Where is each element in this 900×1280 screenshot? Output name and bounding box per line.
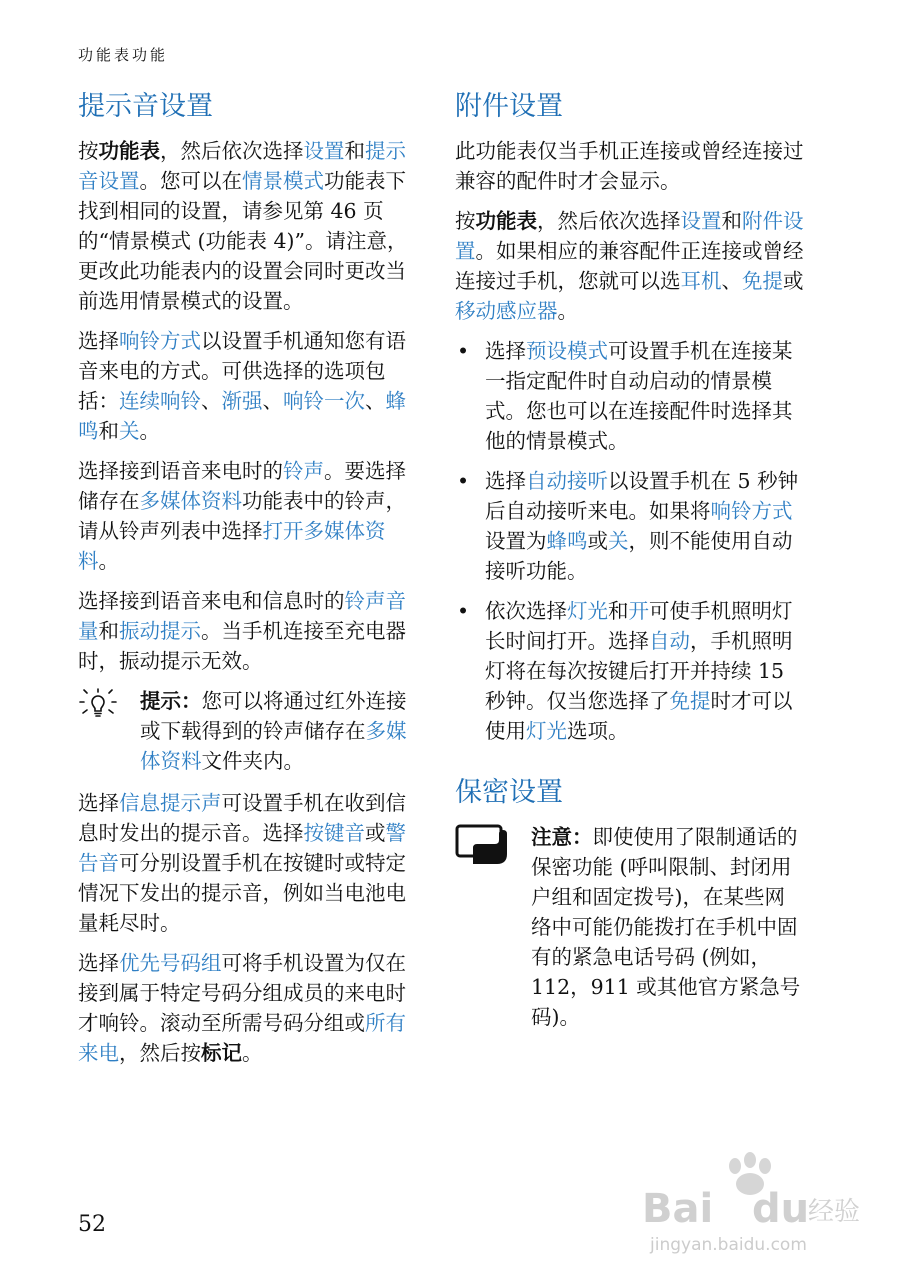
term-ringing-tone: 铃声: [283, 459, 324, 483]
term-ascending: 渐强: [221, 389, 263, 413]
left-column: [78, 88, 418, 1078]
watermark-brand-left: Bai: [642, 1186, 714, 1232]
menu-key-label: 功能表: [98, 139, 160, 163]
watermark-url: jingyan.baidu.com: [650, 1235, 807, 1255]
paragraph-ringtone-intro: 按功能表，然后依次选择设置和提示音设置。您可以在情景模式功能表下找到相同的设置，请参见第 46 页的“情景模式 (功能表 4)”。请注意，更改此功能表内的设置会同时更改当前选用情景模式的设置。: [78, 139, 408, 313]
term-alert-for: 优先号码组: [119, 951, 222, 975]
running-header: 功能表功能: [78, 46, 169, 64]
term-ring-once: 响铃一次: [283, 389, 365, 413]
note-label: 注意：: [531, 825, 593, 849]
term-continuous: 连续响铃: [119, 389, 201, 413]
paragraph-alert-for: 选择优先号码组可将手机设置为仅在接到属于特定号码分组成员的来电时才响铃。滚动至所需号码分组或所有来电，然后按标记。: [78, 951, 406, 1065]
term-profiles: 情景模式: [242, 169, 324, 193]
note-block: 注意：即使使用了限制通话的保密功能 (呼叫限制、封闭用户组和固定拨号)，在某些网络中可能仍能拨打在手机中固有的紧急电话号码 (例如，112，911 或其他官方紧急号码)。: [455, 822, 805, 1032]
term-gallery-tip: 多媒体资料: [140, 719, 407, 773]
paragraph-enhancement-intro: 此功能表仅当手机正连接或曾经连接过兼容的配件时才会显示。: [455, 139, 804, 193]
term-gallery: 多媒体资料: [139, 489, 242, 513]
menu-key-label-right: 功能表: [475, 209, 537, 233]
term-ringing-volume: 铃声音量: [78, 589, 406, 643]
term-ringing-type: 响铃方式: [119, 329, 201, 353]
right-column: [455, 88, 805, 1032]
term-beep: 蜂鸣: [78, 389, 406, 443]
section-heading-enhancement-settings: 附件设置: [455, 91, 563, 122]
term-beep-right: 蜂鸣: [546, 529, 588, 553]
section-heading-ringtone-settings: 提示音设置: [78, 91, 213, 122]
term-all-calls: 所有来电: [78, 1011, 406, 1065]
list-item: • 选择自动接听以设置手机在 5 秒钟后自动接听来电。如果将响铃方式设置为蜂鸣或关，则不能使用自动接听功能。: [455, 466, 805, 586]
mark-key-label: 标记: [201, 1041, 242, 1065]
term-automatic: 自动: [649, 629, 690, 653]
term-message-alert-tone: 信息提示声: [119, 791, 222, 815]
baidu-watermark: [640, 1150, 870, 1260]
term-ringing-type-right: 响铃方式: [710, 499, 793, 523]
hand-pointing-icon: [455, 824, 511, 866]
watermark-brand-right: du: [752, 1186, 810, 1232]
term-off: 关: [119, 419, 140, 443]
section-heading-security-settings: 保密设置: [455, 777, 563, 808]
enhancement-options-list: [455, 336, 805, 746]
page-number: 52: [78, 1212, 106, 1237]
paragraph-enhancement-select: 按功能表，然后依次选择设置和附件设置。如果相应的兼容配件正连接或曾经连接过手机，您就可以选耳机、免提或移动感应器。: [455, 209, 804, 323]
paragraph-ringing-type: 选择响铃方式以设置手机通知您有语音来电的方式。可供选择的选项包括：连续响铃、渐强、响铃一次、蜂鸣和关。: [78, 329, 406, 443]
term-lights-option: 灯光: [526, 719, 567, 743]
term-keypad-tones: 按键音: [303, 821, 365, 845]
term-handsfree: 免提: [742, 269, 783, 293]
term-handsfree-lights: 免提: [669, 689, 711, 713]
tip-label: 提示：: [140, 689, 202, 713]
paragraph-volume-vibration: 选择接到语音来电和信息时的铃声音量和振动提示。当手机连接至充电器时，振动提示无效。: [78, 589, 406, 673]
term-automatic-answer: 自动接听: [526, 469, 608, 493]
term-tone-settings: 提示音设置: [78, 139, 406, 193]
term-off-right: 关: [608, 529, 629, 553]
term-open-gallery: 打开多媒体资料: [78, 519, 386, 573]
term-default-profile: 预设模式: [526, 339, 608, 363]
term-settings: 设置: [303, 139, 345, 163]
tip-block: 提示：您可以将通过红外连接或下载得到的铃声储存在多媒体资料文件夹内。: [78, 686, 418, 776]
term-settings-right: 设置: [680, 209, 722, 233]
term-warning-tones: 警告音: [78, 821, 406, 875]
list-item: • 选择预设模式可设置手机在连接某一指定配件时自动启动的情景模式。您也可以在连接配件时选择其他的情景模式。: [455, 336, 805, 456]
lightbulb-icon: [78, 686, 118, 726]
term-headset: 耳机: [680, 269, 722, 293]
paragraph-message-alert: 选择信息提示声可设置手机在收到信息时发出的提示音。选择按键音或警告音可分别设置手机在按键时或特定情况下发出的提示音，例如当电池电量耗尽时。: [78, 791, 406, 935]
list-item: • 依次选择灯光和开可使手机照明灯长时间打开。选择自动，手机照明灯将在每次按键后打开并持续 15 秒钟。仅当您选择了免提时才可以使用灯光选项。: [455, 596, 805, 746]
term-lights: 灯光: [567, 599, 608, 623]
paragraph-ringing-tone: 选择接到语音来电时的铃声。要选择储存在多媒体资料功能表中的铃声，请从铃声列表中选择打开多媒体资料。: [78, 459, 406, 573]
term-motion-sensor: 移动感应器: [455, 299, 558, 323]
watermark-brand-cn: 经验: [808, 1197, 861, 1227]
term-on: 开: [628, 599, 649, 623]
term-enhancement-settings: 附件设置: [455, 209, 804, 263]
term-vibrating-alert: 振动提示: [119, 619, 201, 643]
